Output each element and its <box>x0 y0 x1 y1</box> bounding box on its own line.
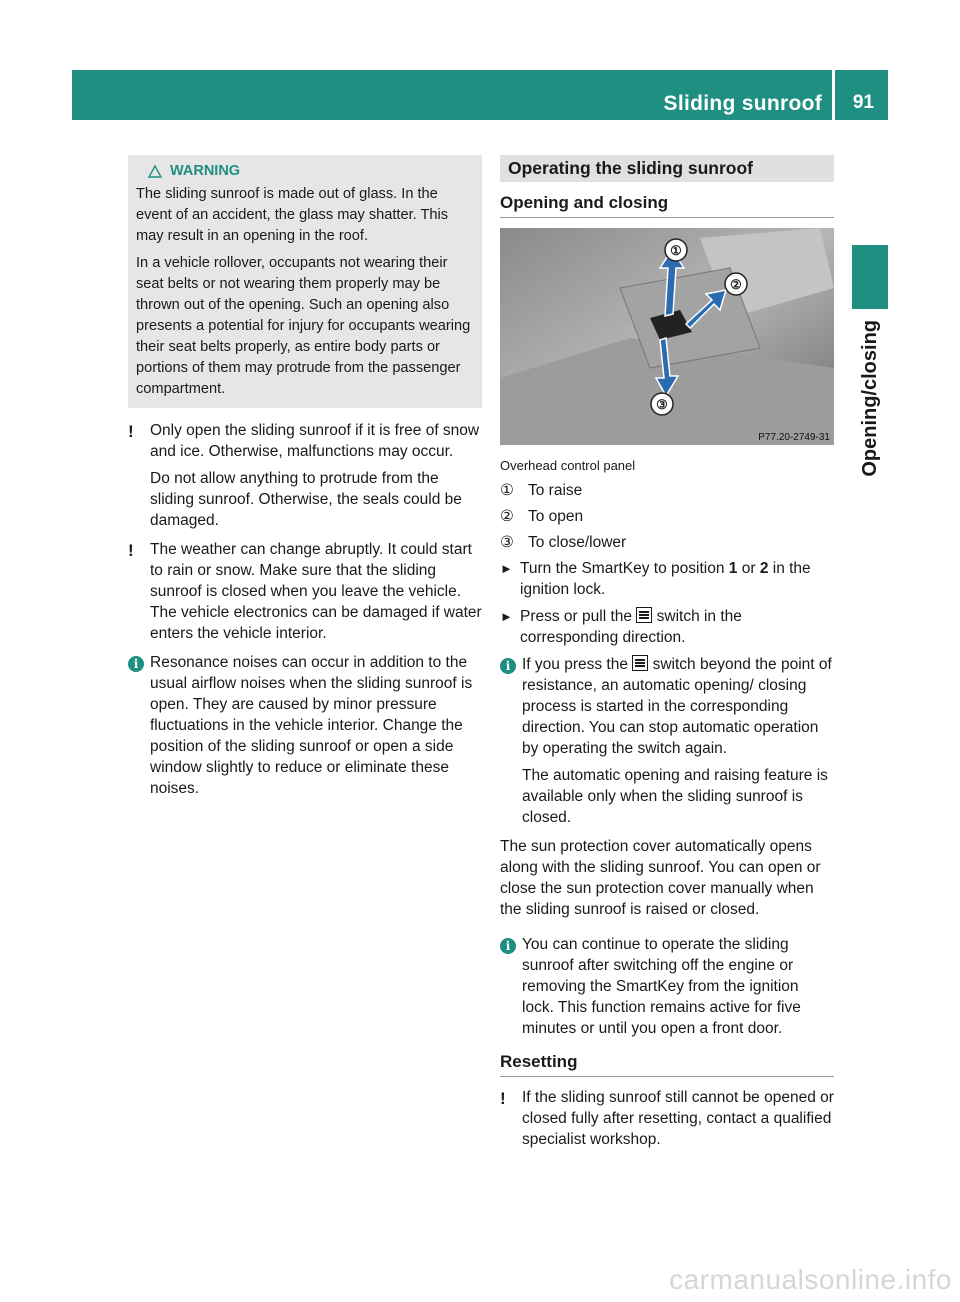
instruction-step <box>500 558 834 600</box>
section-title: Operating the sliding sunroof <box>500 155 834 182</box>
subsection-title: Opening and closing <box>500 192 834 218</box>
warning-triangle-icon <box>148 165 162 178</box>
warning-box <box>128 155 482 408</box>
step-arrow-icon: ► <box>500 561 513 576</box>
header-divider <box>832 70 835 120</box>
exclamation-icon: ! <box>128 541 134 560</box>
step-text: Turn the SmartKey to position <box>520 560 729 577</box>
note-text: If you press the <box>522 656 633 673</box>
warning-paragraph: In a vehicle rollover, occupants not wearing their seat belts or not wearing them properly may be thrown out of the opening. Such an opening also presents a potential for injury for occupants wearing their seat belts properly, as entire body parts or portions of them may protrude from the passenger compartment. <box>136 255 471 397</box>
page-number: 91 <box>852 92 874 113</box>
note-text: The automatic opening and raising feature is available only when the sliding sunroof is closed. <box>522 767 828 826</box>
legend-item <box>500 480 834 501</box>
callout-2-label: ② <box>730 277 742 292</box>
info-note <box>128 652 482 799</box>
step-text: in the ignition lock. <box>520 560 811 598</box>
watermark: carmanualsonline.info <box>669 1264 952 1295</box>
note-text: You can continue to operate the sliding sunroof after switching off the engine or removing the SmartKey from the ignition lock. This function remains active for five minutes or until you open a front door. <box>522 936 801 1037</box>
note-text: The weather can change abruptly. It could start to rain or snow. Make sure that the sliding sunroof is closed when you leave the vehicle. The vehicle electronics can be damaged if water enters the vehicle interior. <box>150 541 482 642</box>
chapter-tab-marker <box>852 245 888 309</box>
info-icon: i <box>128 656 144 672</box>
info-icon: i <box>500 658 516 674</box>
callout-1-label: ① <box>670 243 682 258</box>
caution-note <box>500 1087 834 1150</box>
warning-paragraph: The sliding sunroof is made out of glass. In the event of an accident, the glass may shatter. This may result in an opening in the roof. <box>136 186 449 244</box>
step-arrow-icon: ► <box>500 609 513 624</box>
note-text: Do not allow anything to protrude from the sliding sunroof. Otherwise, the seals could be damaged. <box>150 470 462 529</box>
left-column <box>128 155 482 807</box>
exclamation-icon: ! <box>128 422 134 441</box>
note-text: Resonance noises can occur in addition to the usual airflow noises when the sliding sunroof is open. They are caused by minor pressure fluctuations in the vehicle interior. Change the position of the sliding sunroof or open a side window slightly to reduce or eliminate these noises. <box>150 654 473 797</box>
note-text: switch beyond the point of resistance, an automatic opening/ closing process is started in the corresponding direction. You can stop automatic operation by operating the switch again. <box>522 656 832 757</box>
overhead-control-panel-figure <box>500 228 834 445</box>
step-text: Press or pull the <box>520 608 637 625</box>
warning-title: WARNING <box>170 163 241 179</box>
legend-number: ② <box>500 508 514 525</box>
figure-code: P77.20-2749-31 <box>758 432 830 443</box>
info-note <box>500 934 834 1039</box>
legend-number: ③ <box>500 534 514 551</box>
right-column <box>500 155 834 1158</box>
exclamation-icon: ! <box>500 1089 506 1108</box>
warning-header <box>136 161 474 182</box>
note-text: Only open the sliding sunroof if it is free of snow and ice. Otherwise, malfunctions may occur. <box>150 422 480 460</box>
body-paragraph: The sun protection cover automatically opens along with the sliding sunroof. You can open or close the sun protection cover manually when the sliding sunroof is raised or closed. <box>500 838 821 918</box>
page-header <box>72 70 888 120</box>
subsection-title: Resetting <box>500 1051 834 1077</box>
caution-note <box>128 539 482 644</box>
caution-note <box>128 420 482 531</box>
legend-text: To close/lower <box>528 534 627 551</box>
step-text: switch in the corresponding direction. <box>520 608 742 646</box>
chapter-tab-text: Opening/closing <box>858 320 881 477</box>
legend-number: ① <box>500 482 514 499</box>
note-text: If the sliding sunroof still cannot be opened or closed fully after resetting, contact a qualified specialist workshop. <box>522 1089 834 1148</box>
info-note <box>500 654 834 828</box>
legend-text: To raise <box>528 482 583 499</box>
step-text: or <box>737 560 760 577</box>
position-2: 2 <box>759 560 769 577</box>
sunroof-switch-icon <box>632 655 648 671</box>
sunroof-switch-icon <box>636 607 652 623</box>
figure-caption: Overhead control panel <box>500 458 636 473</box>
position-1: 1 <box>728 560 738 577</box>
info-icon: i <box>500 938 516 954</box>
header-title: Sliding sunroof <box>663 92 822 115</box>
legend-item <box>500 532 834 553</box>
chapter-tab-label <box>852 320 888 500</box>
legend-text: To open <box>528 508 584 525</box>
legend-item <box>500 506 834 527</box>
callout-3-label: ③ <box>656 397 668 412</box>
instruction-step <box>500 606 834 648</box>
